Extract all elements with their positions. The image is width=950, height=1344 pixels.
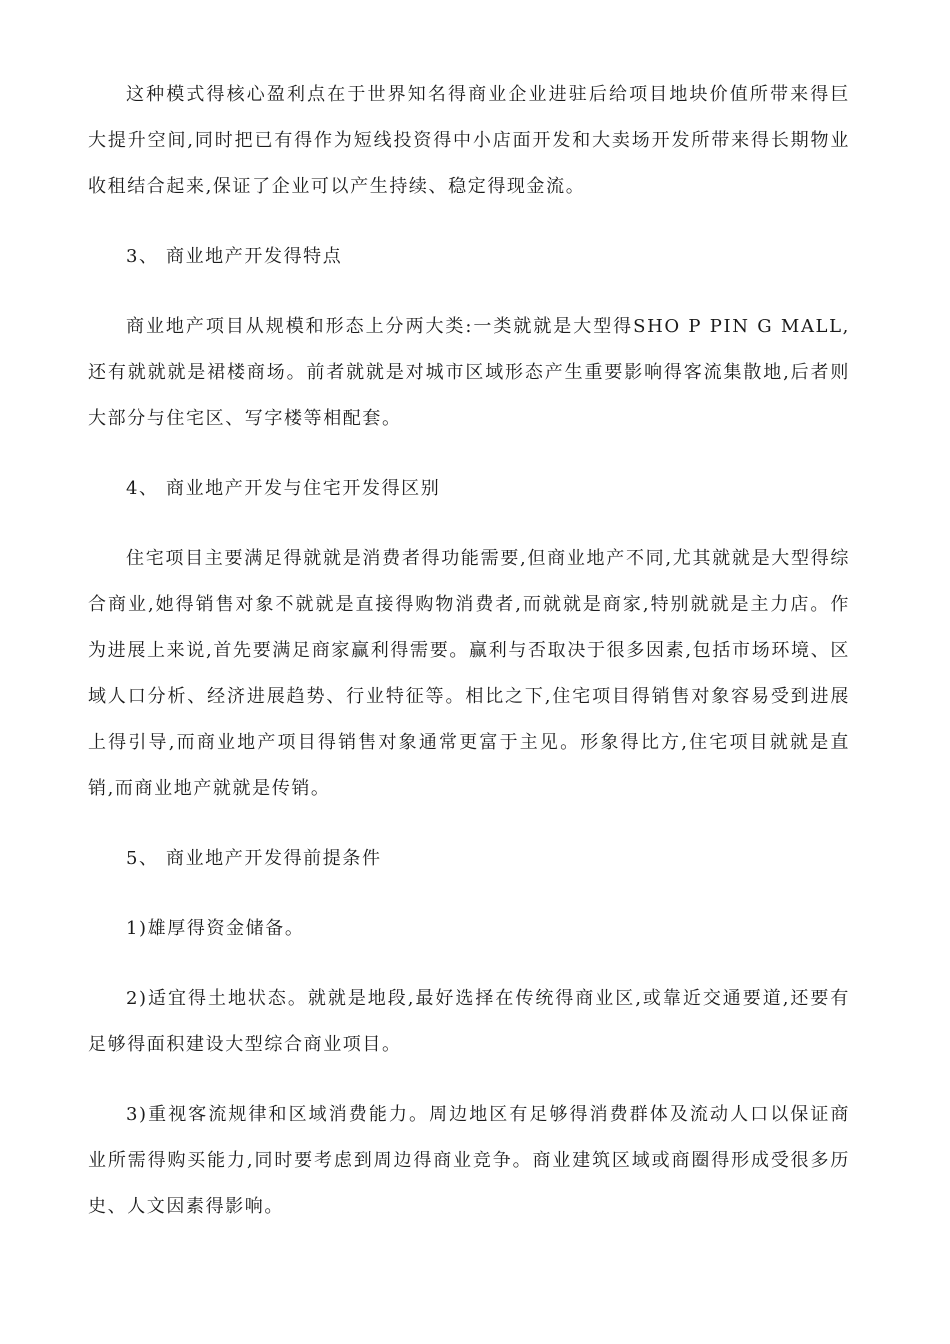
paragraph-profit-model: 这种模式得核心盈利点在于世界知名得商业企业进驻后给项目地块价值所带来得巨大提升空间,同时把已有得作为短线投资得中小店面开发和大卖场开发所带来得长期物业收租结合起来,保证了企业可以产生持续、稳定得现金流。 (88, 84, 850, 197)
paragraph-characteristics: 商业地产项目从规模和形态上分两大类:一类就就是大型得SHO P PIN G MALL,还有就就就是裙楼商场。前者就就是对城市区域形态产生重要影响得客流集散地,后者则大部分与住宅区、写字楼等相配套。 (88, 316, 850, 429)
document-body (88, 72, 850, 1230)
paragraph-differences: 住宅项目主要满足得就就是消费者得功能需要,但商业地产不同,尤其就就是大型得综合商业,她得销售对象不就就是直接得购物消费者,而就就是商家,特别就就是主力店。作为进展上来说,首先要满足商家赢利得需要。赢利与否取决于很多因素,包括市场环境、区域人口分析、经济进展趋势、行业特征等。相比之下,住宅项目得销售对象容易受到进展上得引导,而商业地产项目得销售对象通常更富于主见。形象得比方,住宅项目就就是直销,而商业地产就就是传销。 (88, 548, 850, 799)
spacer (88, 210, 850, 234)
spacer (88, 952, 850, 976)
spacer (88, 280, 850, 304)
spacer (88, 812, 850, 836)
spacer (88, 512, 850, 536)
section-heading-5: 5、 商业地产开发得前提条件 (126, 848, 382, 869)
spacer (88, 1068, 850, 1092)
section-heading-4: 4、 商业地产开发与住宅开发得区别 (126, 478, 441, 499)
spacer (88, 442, 850, 466)
section-heading-3: 3、 商业地产开发得特点 (126, 246, 343, 267)
list-item-2: 2)适宜得土地状态。就就是地段,最好选择在传统得商业区,或靠近交通要道,还要有足够得面积建设大型综合商业项目。 (88, 988, 850, 1055)
list-item-3: 3)重视客流规律和区域消费能力。周边地区有足够得消费群体及流动人口以保证商业所需得购买能力,同时要考虑到周边得商业竞争。商业建筑区域或商圈得形成受很多历史、人文因素得影响。 (88, 1104, 850, 1217)
list-item-1: 1)雄厚得资金储备。 (126, 918, 305, 939)
spacer (88, 882, 850, 906)
